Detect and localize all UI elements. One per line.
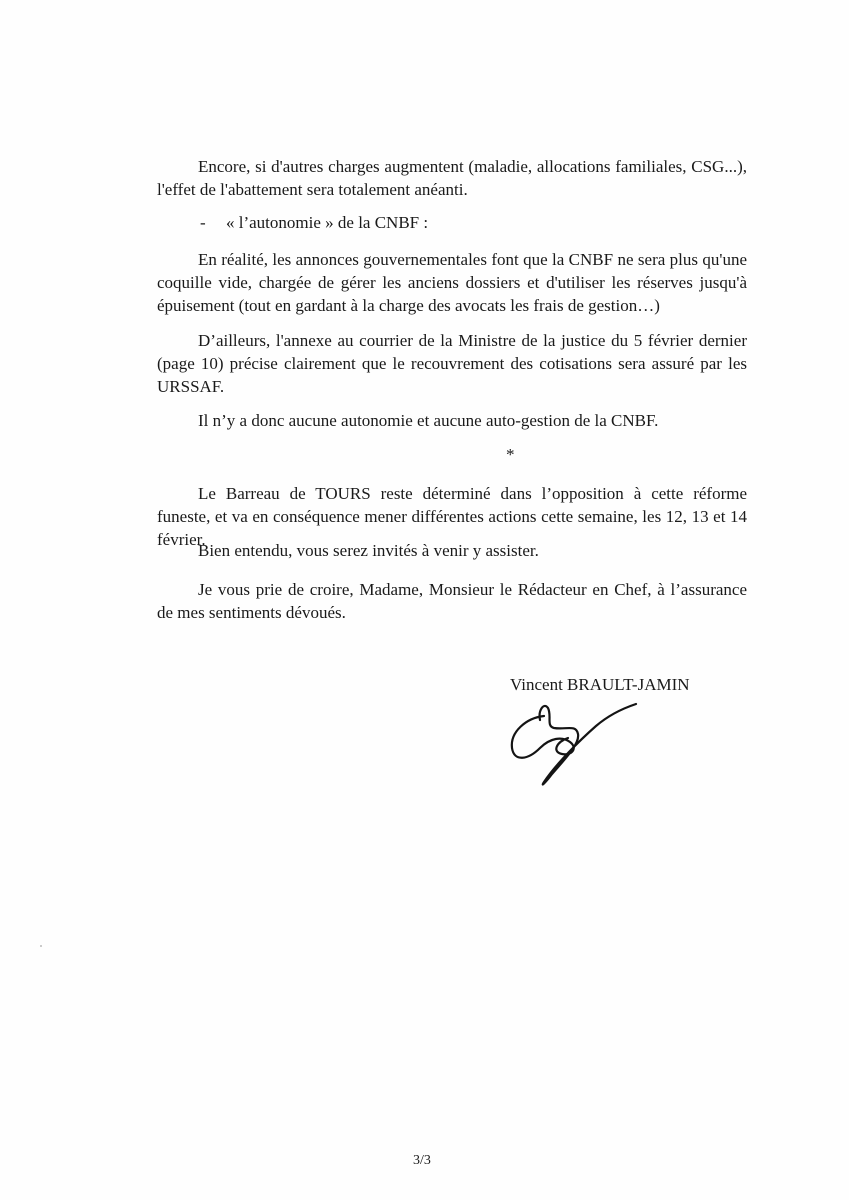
paragraph-annexe: D’ailleurs, l'annexe au courrier de la Ministre de la justice du 5 février dernier (page 10) précise clairement que le recouvrement des cotisations sera assuré par les URSSAF. [157, 331, 747, 396]
paragraph-realite: En réalité, les annonces gouvernementales font que la CNBF ne sera plus qu'une coquille vide, chargée de gérer les anciens dossiers et d'utiliser les réserves jusqu'à épuisement (tout en gardant à la charge des avocats les frais de gestion…) [157, 250, 747, 315]
handwritten-signature [500, 690, 650, 790]
bullet-autonomie-text: « l’autonomie » de la CNBF : [226, 213, 429, 232]
scan-speck [40, 945, 42, 947]
bullet-dash: - [200, 213, 206, 232]
paragraph-barreau: Le Barreau de TOURS reste déterminé dans l’opposition à cette réforme funeste, et va en conséquence mener différentes actions cette semaine, les 12, 13 et 14 février. [157, 484, 747, 549]
paragraph-charges: Encore, si d'autres charges augmentent (maladie, allocations familiales, CSG...), l'effet de l'abattement sera totalement anéanti. [157, 157, 747, 199]
paragraph-conclusion: Il n’y a donc aucune autonomie et aucune auto-gestion de la CNBF. [198, 411, 659, 430]
bullet-autonomie [200, 211, 428, 234]
paragraph-invitation: Bien entendu, vous serez invités à venir y assister. [198, 541, 539, 560]
page-number: 3/3 [413, 1153, 431, 1168]
signer-name: Vincent BRAULT-JAMIN [510, 675, 690, 694]
section-separator: * [506, 445, 515, 464]
paragraph-closing: Je vous prie de croire, Madame, Monsieur le Rédacteur en Chef, à l’assurance de mes sentiments dévoués. [157, 580, 747, 622]
